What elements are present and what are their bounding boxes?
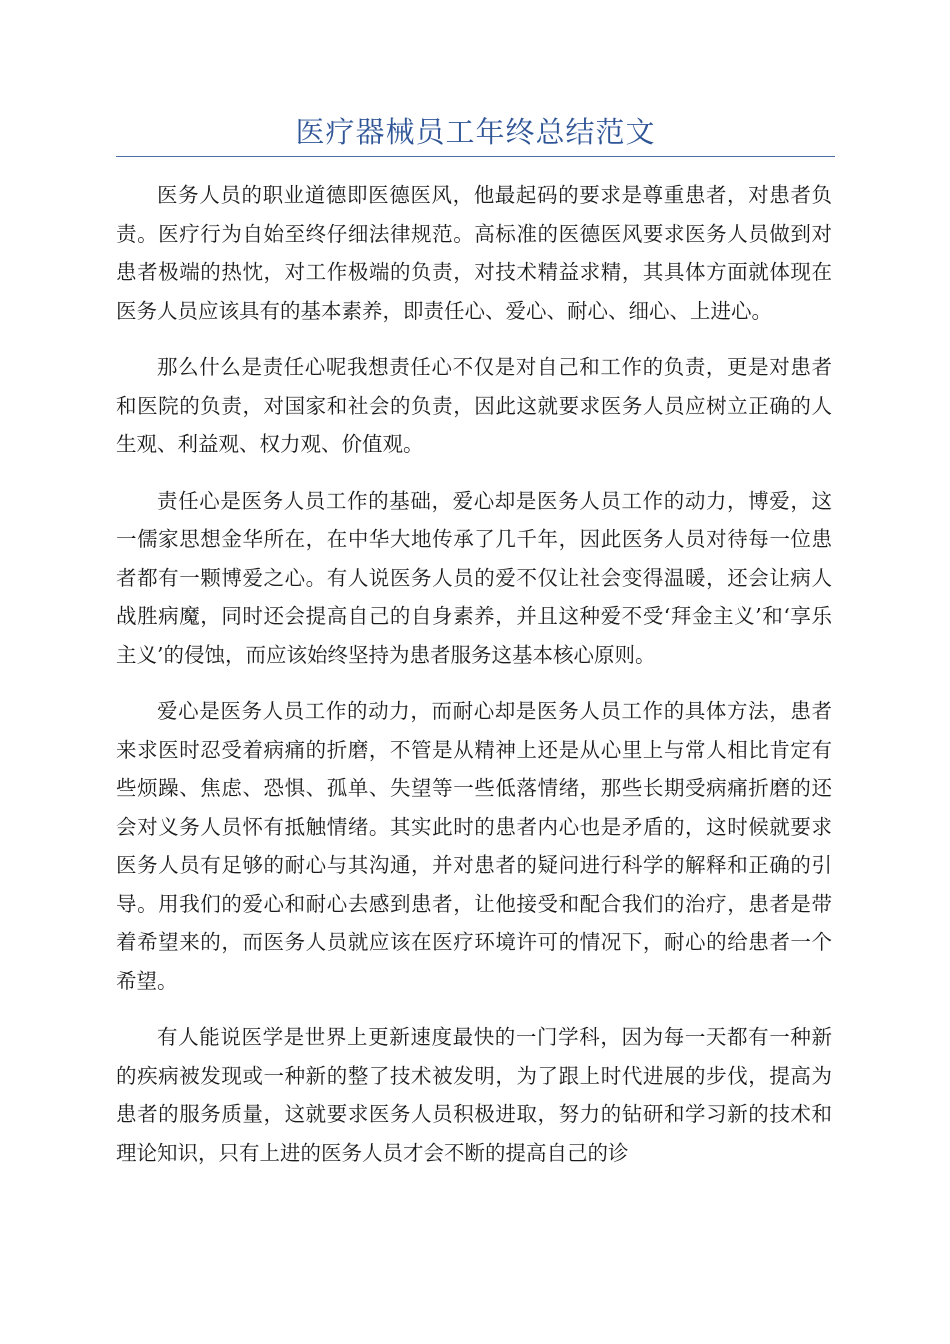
title-block bbox=[116, 112, 835, 157]
document-title: 医疗器械员工年终总结范文 bbox=[295, 115, 656, 149]
paragraph-2: 那么什么是责任心呢我想责任心不仅是对自己和工作的负责，更是对患者和医院的负责，对国家和社会的负责，因此这就要求医务人员应树立正确的人生观、利益观、权力观、价值观。 bbox=[116, 355, 832, 456]
paragraph-4: 爱心是医务人员工作的动力，而耐心却是医务人员工作的具体方法，患者来求医时忍受着病痛的折磨，不管是从精神上还是从心里上与常人相比肯定有些烦躁、焦虑、恐惧、孤单、失望等一些低落情绪，那些长期受病痛折磨的还会对义务人员怀有抵触情绪。其实此时的患者内心也是矛盾的，这时候就要求医务人员有足够的耐心与其沟通，并对患者的疑问进行科学的解释和正确的引导。用我们的爱心和耐心去感到患者，让他接受和配合我们的治疗，患者是带着希望来的，而医务人员就应该在医疗环境许可的情况下，耐心的给患者一个希望。 bbox=[116, 699, 832, 993]
document-body bbox=[116, 176, 832, 1190]
paragraph-5: 有人能说医学是世界上更新速度最快的一门学科，因为每一天都有一种新的疾病被发现或一种新的整了技术被发明，为了跟上时代进展的步伐，提高为患者的服务质量，这就要求医务人员积极进取，努力的钻研和学习新的技术和理论知识，只有上进的医务人员才会不断的提高自己的诊 bbox=[116, 1025, 832, 1165]
paragraph-1: 医务人员的职业道德即医德医风，他最起码的要求是尊重患者，对患者负责。医疗行为自始至终仔细法律规范。高标准的医德医风要求医务人员做到对患者极端的热忱，对工作极端的负责，对技术精益求精，其具体方面就体现在医务人员应该具有的基本素养，即责任心、爱心、耐心、细心、上进心。 bbox=[116, 183, 832, 323]
paragraph-3: 责任心是医务人员工作的基础，爱心却是医务人员工作的动力，博爱，这一儒家思想金华所在，在中华大地传承了几千年，因此医务人员对待每一位患者都有一颗博爱之心。有人说医务人员的爱不仅让社会变得温暖，还会让病人战胜病魔，同时还会提高自己的自身素养，并且这种爱不受‘拜金主义’和‘享乐主义’的侵蚀，而应该始终坚持为患者服务这基本核心原则。 bbox=[116, 488, 832, 667]
